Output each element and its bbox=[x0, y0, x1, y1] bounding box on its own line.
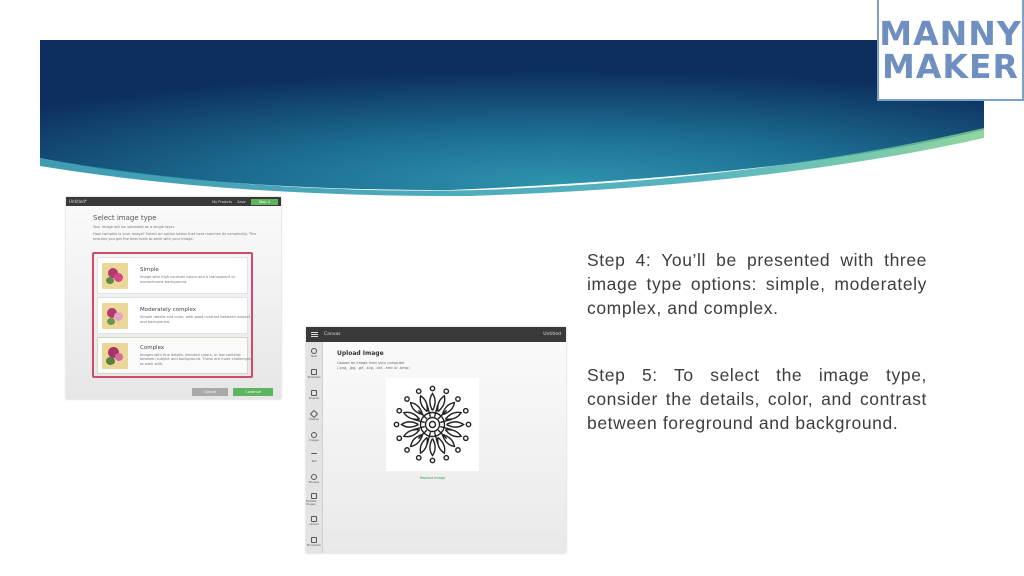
sidebar-label: Projects bbox=[308, 396, 320, 400]
hamburger-menu-icon[interactable] bbox=[311, 332, 318, 337]
replace-image-link[interactable]: Replace Image bbox=[419, 476, 446, 480]
text-icon bbox=[311, 453, 317, 459]
sidebar-label: Editable Images bbox=[306, 500, 317, 506]
option-simple[interactable] bbox=[97, 257, 248, 294]
sidebar-item-monogram[interactable] bbox=[306, 531, 322, 552]
sidebar-item-phrases[interactable] bbox=[306, 468, 322, 489]
sidebar-item-shapes[interactable] bbox=[306, 405, 322, 426]
logo-line-1: MANNY bbox=[879, 13, 1022, 53]
shapes-icon bbox=[310, 409, 318, 417]
sidebar-item-editable-images[interactable] bbox=[306, 489, 322, 510]
flower-thumbnail-icon bbox=[102, 303, 128, 329]
editable-images-icon bbox=[311, 493, 317, 499]
sidebar-item-upload[interactable] bbox=[306, 510, 322, 531]
logo-line-2: MAKER bbox=[882, 46, 1019, 86]
tool-sidebar bbox=[306, 342, 323, 553]
templates-icon bbox=[311, 369, 317, 375]
sidebar-label: Phrases bbox=[308, 480, 320, 484]
option-name: Complex bbox=[140, 344, 165, 351]
sidebar-item-text[interactable] bbox=[306, 447, 322, 468]
mandala-image-preview[interactable] bbox=[386, 378, 479, 471]
phrases-icon bbox=[311, 474, 317, 480]
step-4-text: Step 4: You’ll be presented with three image type options: simple, moderately complex, and complex. bbox=[587, 250, 927, 318]
step-5-text: Step 5: To select the image type, consider the details, color, and contrast between foreground and background. bbox=[587, 365, 927, 433]
sidebar-item-new[interactable] bbox=[306, 342, 322, 363]
option-moderately-complex[interactable] bbox=[97, 297, 251, 334]
dialog-title: Select image type bbox=[93, 214, 157, 222]
flower-thumbnail-icon bbox=[102, 343, 128, 369]
dialog-question: How complex is your image? Select an option below that best matches its complexity. This ensures you get the best tools to work with your image. bbox=[93, 232, 257, 241]
new-icon bbox=[311, 348, 317, 354]
sidebar-item-projects[interactable] bbox=[306, 384, 322, 405]
upload-instructions: Upload an image from your computer bbox=[337, 361, 405, 365]
window-title: Untitled* bbox=[69, 199, 87, 204]
sidebar-label: Templates bbox=[307, 375, 321, 379]
option-name: Moderately complex bbox=[140, 306, 196, 313]
option-description: Simple details and color, with good contrast between subject and background. bbox=[140, 314, 251, 324]
app-title: Canvas bbox=[324, 332, 341, 337]
my-projects-link[interactable]: My Projects bbox=[212, 199, 233, 204]
option-description: Image with high contrast colors and a transparent or monochrome background. bbox=[140, 274, 236, 284]
sidebar-label: Images bbox=[309, 438, 319, 442]
option-complex[interactable] bbox=[97, 337, 253, 374]
upload-heading: Upload Image bbox=[337, 350, 384, 357]
sidebar-label: Shapes bbox=[309, 417, 319, 421]
step-button[interactable]: Step 4 bbox=[251, 199, 278, 205]
sidebar-label: Text bbox=[311, 459, 317, 463]
upload-file-types: (.png, .jpg, .gif, .svg, .dxf, .heic or .bmp) bbox=[337, 366, 410, 370]
cancel-button[interactable]: Cancel bbox=[192, 388, 228, 396]
continue-button[interactable]: Continue bbox=[233, 388, 273, 396]
sidebar-item-images[interactable] bbox=[306, 426, 322, 447]
document-title: Untitled bbox=[543, 332, 561, 337]
option-description: Images with fine details, blended colors, or low contrast between subject and background. These are more challenging to work with. bbox=[140, 352, 253, 366]
app-top-bar bbox=[66, 197, 281, 206]
brand-logo bbox=[877, 0, 1024, 101]
monogram-icon bbox=[311, 537, 317, 543]
sidebar-label: Upload bbox=[309, 522, 319, 526]
sidebar-label: New bbox=[311, 354, 317, 358]
header-banner bbox=[0, 0, 1024, 200]
dialog-subtitle: Your image will be uploaded as a single layer. bbox=[93, 225, 175, 229]
image-type-options bbox=[92, 252, 253, 378]
mandala-image bbox=[386, 378, 479, 471]
upload-icon bbox=[311, 516, 317, 522]
option-name: Simple bbox=[140, 266, 159, 273]
flower-thumbnail-icon bbox=[102, 263, 128, 289]
save-link[interactable]: Save bbox=[237, 199, 246, 204]
select-image-type-screenshot bbox=[66, 197, 281, 399]
sidebar-label: Monogram bbox=[307, 543, 321, 547]
projects-icon bbox=[311, 390, 317, 396]
sidebar-item-templates[interactable] bbox=[306, 363, 322, 384]
images-icon bbox=[311, 432, 317, 438]
upload-image-screenshot bbox=[306, 327, 566, 553]
app-top-bar bbox=[306, 327, 566, 342]
